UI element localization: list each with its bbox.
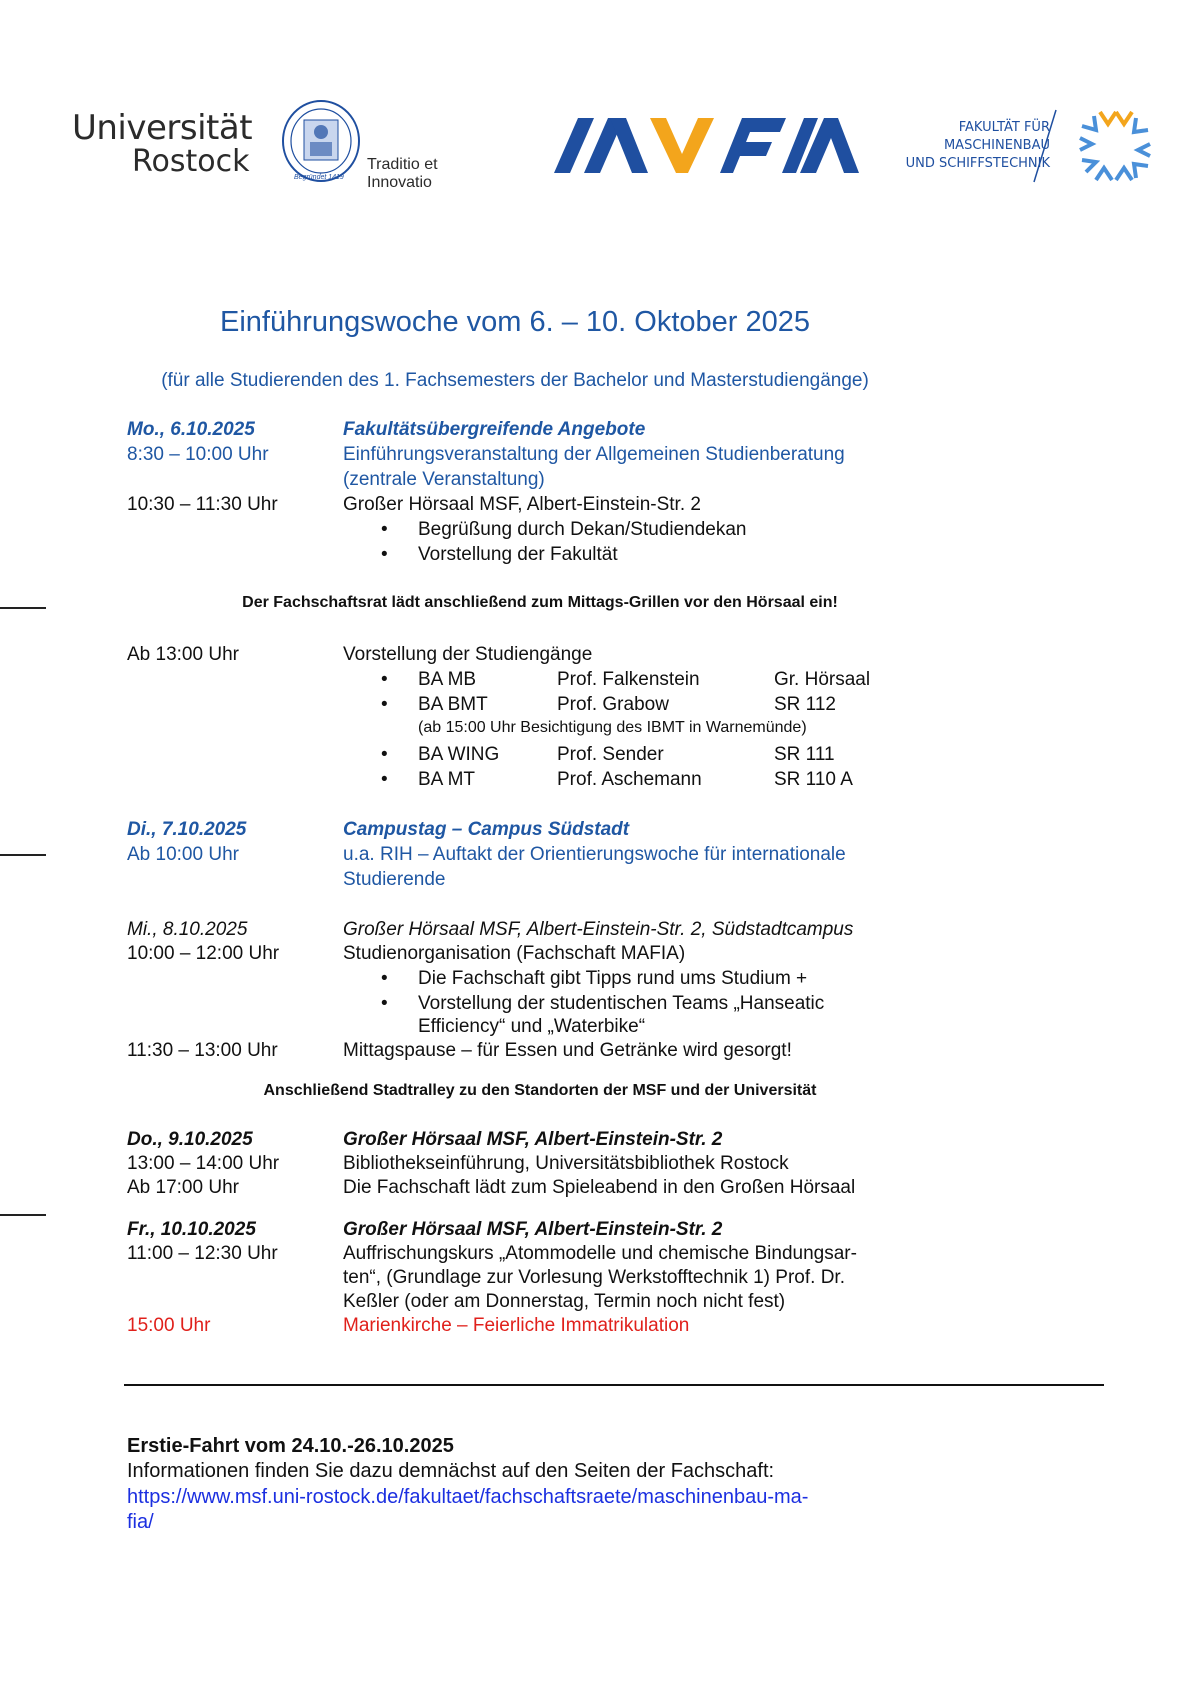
wednesday-bullet-1: Die Fachschaft gibt Tipps rund ums Studium + bbox=[418, 968, 808, 989]
wednesday-time-2: 11:30 – 13:00 Uhr bbox=[127, 1040, 278, 1061]
fachschaft-link[interactable] bbox=[127, 1485, 808, 1535]
faculty-divider bbox=[1032, 108, 1058, 184]
monday-bullet-1: Begrüßung durch Dekan/Studiendekan bbox=[418, 519, 747, 540]
university-name-line2: Rostock bbox=[132, 144, 250, 179]
thursday-heading: Großer Hörsaal MSF, Albert-Einstein-Str. 2 bbox=[343, 1129, 723, 1150]
friday-date: Fr., 10.10.2025 bbox=[127, 1219, 256, 1240]
seal-text: Begründet 1419 bbox=[294, 174, 344, 181]
page-title: Einführungswoche vom 6. – 10. Oktober 2025 bbox=[219, 306, 811, 338]
friday-desc-2: Marienkirche – Feierliche Immatrikulation bbox=[343, 1315, 690, 1336]
faculty-name-line3: UND SCHIFFSTECHNIK bbox=[905, 156, 1050, 171]
university-logo bbox=[72, 108, 502, 191]
footer-text: Informationen finden Sie dazu demnächst auf den Seiten der Fachschaft: bbox=[127, 1460, 775, 1482]
monday-time-3: Ab 13:00 Uhr bbox=[127, 644, 239, 665]
wednesday-note: Anschließend Stadtralley zu den Standorten der MSF und der Universität bbox=[263, 1082, 817, 1099]
university-seal-icon bbox=[280, 98, 362, 184]
university-motto: Traditio et Innovatio bbox=[367, 156, 438, 191]
divider-line bbox=[124, 1384, 1104, 1386]
monday-time-2: 10:30 – 11:30 Uhr bbox=[127, 494, 278, 515]
friday-time-2: 15:00 Uhr bbox=[127, 1315, 211, 1336]
program-name: BA MT bbox=[418, 769, 476, 790]
program-prof: Prof. Sender bbox=[557, 744, 664, 765]
thursday-time-2: Ab 17:00 Uhr bbox=[127, 1177, 239, 1198]
monday-heading: Fakultätsübergreifende Angebote bbox=[343, 419, 646, 440]
program-name: BA WING bbox=[418, 744, 500, 765]
margin-mark bbox=[0, 1214, 46, 1216]
program-room: SR 111 bbox=[774, 744, 835, 765]
program-room: SR 110 A bbox=[774, 769, 853, 790]
thursday-desc-2: Die Fachschaft lädt zum Spieleabend in den Großen Hörsaal bbox=[343, 1177, 856, 1198]
monday-desc-1a: Einführungsveranstaltung der Allgemeinen Studienberatung bbox=[343, 444, 845, 465]
monday-note: Der Fachschaftsrat lädt anschließend zum Mittags-Grillen vor den Hörsaal ein! bbox=[242, 594, 838, 611]
wednesday-desc-1: Studienorganisation (Fachschaft MAFIA) bbox=[343, 943, 686, 964]
program-prof: Prof. Grabow bbox=[557, 694, 669, 715]
faculty-logo bbox=[900, 104, 1160, 184]
wednesday-date: Mi., 8.10.2025 bbox=[127, 919, 248, 940]
tuesday-heading: Campustag – Campus Südstadt bbox=[343, 819, 630, 840]
program-prof: Prof. Aschemann bbox=[557, 769, 702, 790]
monday-desc-3: Vorstellung der Studiengänge bbox=[343, 644, 593, 665]
monday-time-1: 8:30 – 10:00 Uhr bbox=[127, 444, 269, 465]
wednesday-time-1: 10:00 – 12:00 Uhr bbox=[127, 943, 280, 964]
page-subtitle: (für alle Studierenden des 1. Fachsemesters der Bachelor und Masterstudiengänge) bbox=[161, 370, 869, 391]
wednesday-bullet-2b: Efficiency“ und „Waterbike“ bbox=[418, 1016, 646, 1037]
wednesday-desc-2: Mittagspause – für Essen und Getränke wird gesorgt! bbox=[343, 1040, 792, 1061]
friday-desc-1b: ten“, (Grundlage zur Vorlesung Werkstofftechnik 1) Prof. Dr. bbox=[343, 1267, 845, 1288]
wednesday-bullet-2a: Vorstellung der studentischen Teams „Hanseatic bbox=[418, 993, 825, 1014]
thursday-time-1: 13:00 – 14:00 Uhr bbox=[127, 1153, 280, 1174]
thursday-desc-1: Bibliothekseinführung, Universitätsbibliothek Rostock bbox=[343, 1153, 789, 1174]
program-room: Gr. Hörsaal bbox=[774, 669, 871, 690]
monday-desc-2: Großer Hörsaal MSF, Albert-Einstein-Str. 2 bbox=[343, 494, 701, 515]
footer-heading: Erstie-Fahrt vom 24.10.-26.10.2025 bbox=[127, 1435, 454, 1457]
faculty-emblem-icon bbox=[1078, 110, 1154, 182]
margin-mark bbox=[0, 854, 46, 856]
friday-desc-1a: Auffrischungskurs „Atommodelle und chemische Bindungsar- bbox=[343, 1243, 857, 1264]
friday-time-1: 11:00 – 12:30 Uhr bbox=[127, 1243, 278, 1264]
program-prof: Prof. Falkenstein bbox=[557, 669, 700, 690]
fachschaft-link-line1[interactable]: https://www.msf.uni-rostock.de/fakultaet/fachschaftsraete/maschinenbau-ma- bbox=[127, 1486, 809, 1508]
tuesday-time-1: Ab 10:00 Uhr bbox=[127, 844, 239, 865]
monday-date: Mo., 6.10.2025 bbox=[127, 419, 255, 440]
program-name: BA BMT bbox=[418, 694, 488, 715]
monday-bullet-2: Vorstellung der Fakultät bbox=[418, 544, 618, 565]
tuesday-desc-1b: Studierende bbox=[343, 869, 446, 890]
faculty-name-line2: MASCHINENBAU bbox=[943, 138, 1050, 153]
program-room: SR 112 bbox=[774, 694, 836, 715]
program-name: BA MB bbox=[418, 669, 477, 690]
fachschaft-link-line2[interactable]: fia/ bbox=[127, 1511, 154, 1533]
tuesday-date: Di., 7.10.2025 bbox=[127, 819, 247, 840]
mafia-logo bbox=[554, 118, 859, 174]
faculty-name-line1: FAKULTÄT FÜR bbox=[958, 120, 1050, 135]
wednesday-heading: Großer Hörsaal MSF, Albert-Einstein-Str. 2, Südstadtcampus bbox=[343, 919, 854, 940]
tuesday-desc-1a: u.a. RIH – Auftakt der Orientierungswoche für internationale bbox=[343, 844, 846, 865]
friday-heading: Großer Hörsaal MSF, Albert-Einstein-Str. 2 bbox=[343, 1219, 723, 1240]
university-name-line1: Universität bbox=[72, 108, 253, 148]
monday-desc-1b: (zentrale Veranstaltung) bbox=[343, 469, 545, 490]
bmt-note: (ab 15:00 Uhr Besichtigung des IBMT in Warnemünde) bbox=[418, 719, 807, 736]
friday-desc-1c: Keßler (oder am Donnerstag, Termin noch nicht fest) bbox=[343, 1291, 786, 1312]
thursday-date: Do., 9.10.2025 bbox=[127, 1129, 253, 1150]
